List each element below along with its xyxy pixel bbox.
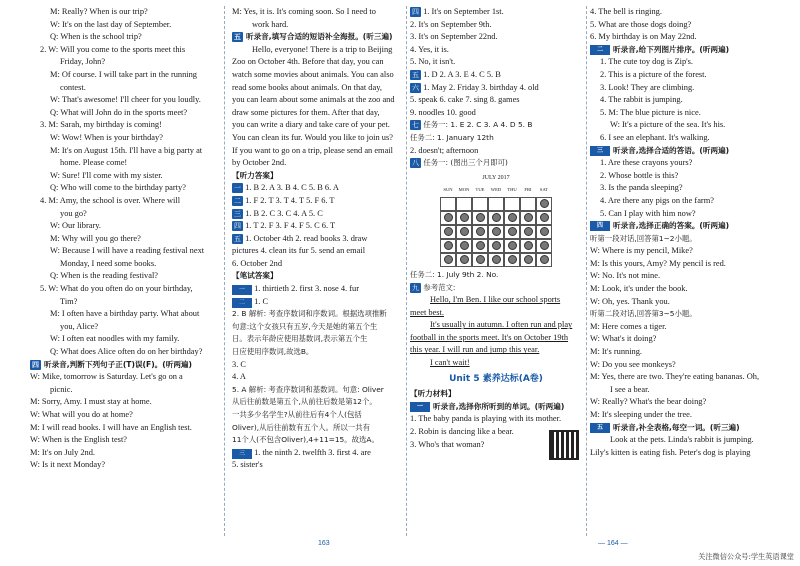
calendar-cell	[440, 239, 456, 253]
calendar-cell	[472, 225, 488, 239]
text-line: Tim?	[60, 296, 78, 306]
text-line: W: Mike, tomorrow is Saturday. Let's go on a	[30, 372, 183, 382]
weather-icon	[460, 241, 469, 250]
text-line: W: No. It's not mine.	[590, 271, 661, 281]
section-heading: 四 听录音,选择正确的答案。(听两遍)	[590, 220, 795, 233]
calendar-cell	[440, 211, 456, 225]
answer-line: 从后往前数是第五个,从前往后数是第12个。	[232, 397, 377, 407]
section-number-icon: 四	[32, 360, 39, 369]
weather-icon	[492, 227, 501, 236]
calendar-cell	[488, 211, 504, 225]
text-line: M: Yes, it is. It's coming soon. So I need to	[232, 7, 376, 16]
text-line: M: It's on July 2nd.	[30, 447, 96, 457]
weather-icon	[460, 213, 469, 222]
text-line: you, Alice?	[60, 321, 99, 331]
weather-icon	[508, 213, 517, 222]
answer-line: 一共多少名学生?从前往后有4个人(包括	[232, 410, 362, 419]
text-line: picnic.	[50, 384, 73, 394]
poster-line: You can clean its fur. Would you like to join us?	[232, 132, 393, 142]
section-heading: 二 听录音,给下列图片排序。(听两遍)	[590, 44, 795, 57]
section-number-icon: 一	[410, 402, 430, 412]
answer-line: 八 任务一: (图出三个月即可)	[412, 158, 508, 168]
page-number-right: — 164 —	[598, 540, 628, 547]
calendar-cell	[456, 197, 472, 211]
text-line: Friday, John?	[60, 57, 106, 67]
essay-line: Hello, I'm Ben. I like our school sports	[430, 295, 561, 305]
answer-line: 二 1. C	[232, 296, 404, 309]
text-line: W: Really? What's the bear doing?	[590, 397, 707, 407]
text-line: 3. M: Sarah, my birthday is coming!	[40, 120, 162, 130]
column-1	[30, 6, 220, 472]
weather-icon	[508, 241, 517, 250]
column-divider	[406, 6, 407, 536]
text-line: 2. W: Will you come to the sports meet this	[40, 44, 186, 54]
section-heading: 五 听录音,填写合适的短语补全海报。(听三遍)	[234, 32, 393, 42]
calendar-day-label: SUN	[443, 187, 453, 193]
text-line: work hard.	[252, 19, 289, 29]
page-number-left: 163	[318, 540, 330, 547]
text-line: W: I often eat noodles with my family.	[50, 334, 180, 344]
text-line: W: When is the English test?	[30, 435, 127, 445]
calendar-cell	[504, 211, 520, 225]
answer-line: 句意:这个女孩只有五岁,今天是她的第五个生	[232, 321, 378, 331]
section-heading: 一 听录音,选择你所听到的单词。(听两遍)	[410, 401, 582, 414]
text-line: Q: What will John do in the sports meet?	[50, 107, 188, 117]
answer-line: 3. C	[232, 359, 246, 369]
text-line: Q: When is the school trip?	[50, 32, 142, 42]
poster-line: read some books about animals. On that day,	[232, 82, 382, 92]
calendar-cell	[504, 197, 520, 211]
answer-line: 六 1. May 2. Friday 3. birthday 4. old	[412, 82, 539, 92]
essay-line: It's usually in autumn. I often run and play	[430, 320, 573, 330]
text-line: W: It's a picture of the sea. It's his.	[610, 120, 726, 130]
text-line: 2. This is a picture of the forest.	[600, 69, 707, 79]
calendar-cell	[520, 197, 536, 211]
calendar-cell	[504, 225, 520, 239]
answer-line: 2. doesn't; afternoon	[410, 145, 479, 155]
text-line: 听第二段对话,回答第3~5小题。	[590, 309, 697, 319]
text-line: 2. It's on September 9th.	[410, 19, 492, 29]
calendar-cell	[520, 211, 536, 225]
text-line: M: Is this yours, Amy? My pencil is red.	[590, 258, 726, 268]
poster-line: watch some movies about animals. You can also	[232, 69, 394, 79]
listen-material-header: 【听力材料】	[410, 389, 456, 399]
calendar-cell	[488, 197, 504, 211]
calendar-day-label: FRI	[524, 187, 532, 193]
calendar-title: JULY 2017	[482, 174, 510, 181]
answer-line: 11个人(不包含Oliver),4+11=15。故选A。	[232, 435, 379, 445]
poster-line: If you want to go on a trip, please send an email	[232, 145, 393, 155]
text-line: 4. M: Amy, the school is over. Where will	[40, 195, 181, 205]
calendar-cell	[504, 253, 520, 267]
ref-title: 九 参考范文:	[412, 282, 456, 292]
poster-line: Zoo on October 4th. Before that day, you can	[232, 57, 384, 67]
answer-line: 日。表示年龄应使用基数词,表示第五个生	[232, 334, 368, 344]
calendar-cell	[536, 197, 552, 211]
text-line: W: What will you do at home?	[30, 410, 133, 419]
weather-icon	[540, 241, 549, 250]
text-line: M: It's running.	[590, 347, 642, 357]
answer-line: 一 1. B 2. A 3. B 4. C 5. B 6. A	[234, 183, 339, 193]
text-line: W: Do you see monkeys?	[590, 359, 676, 369]
answer-line: 5. sister's	[232, 460, 263, 470]
text-line: M: Why will you go there?	[50, 233, 141, 243]
answer-line: 三 1. B 2. C 3. C 4. A 5. C	[234, 208, 323, 218]
weather-icon	[524, 241, 533, 250]
column-divider	[224, 6, 225, 536]
weather-icon	[444, 241, 453, 250]
answer-line: 6. October 2nd	[232, 258, 283, 268]
text-line: M: Really? When is our trip?	[50, 7, 148, 16]
weather-icon	[460, 227, 469, 236]
poster-line: you can learn about some animals at the zoo and	[232, 95, 395, 105]
calendar-cell	[472, 253, 488, 267]
weather-icon	[492, 255, 501, 264]
weather-icon	[540, 255, 549, 264]
column-divider	[586, 6, 587, 536]
text-line: 5. No, it isn't.	[410, 57, 456, 67]
text-line: M: Yes, there are two. They're eating bananas. Oh,	[590, 372, 760, 382]
text-line: W: Sure! I'll come with my sister.	[50, 170, 163, 180]
unit-title: Unit 5 素养达标(A卷)	[449, 373, 543, 384]
calendar-cell	[472, 197, 488, 211]
text-line: W: Is it next Monday?	[30, 460, 106, 470]
answer-line: 5. A 解析: 考查序数词和基数词。句意: Oliver	[232, 384, 384, 394]
answer-line: 三 1. the ninth 2. twelfth 3. first 4. are	[232, 447, 404, 460]
poster-line: draw some pictures for them. After that day,	[232, 107, 380, 117]
section-number-icon: 三	[590, 146, 610, 156]
text-line: M: Of course. I will take part in the running	[50, 69, 197, 79]
weather-icon	[508, 227, 517, 236]
text-line: Monday, I need some books.	[60, 258, 157, 268]
essay-line: football in the sports meet. It's on October 19th	[410, 332, 569, 342]
calendar-day-label: THU	[507, 187, 517, 193]
text-line: home. Please come!	[60, 158, 128, 168]
text-line: 1. Are these crayons yours?	[600, 158, 693, 168]
text-line: W: Oh, yes. Thank you.	[590, 296, 670, 306]
weather-icon	[476, 213, 485, 222]
answer-line: 四 1. T 2. F 3. F 4. F 5. C 6. T	[234, 221, 336, 231]
text-line: 3. It's on September 22nd.	[410, 32, 498, 42]
section-number-icon: 五	[590, 423, 610, 433]
text-line: contest.	[60, 82, 86, 92]
calendar-cell	[488, 253, 504, 267]
calendar-cell	[520, 239, 536, 253]
text-line: W: Because I will have a reading festival next	[50, 246, 205, 256]
answer-line: 任务二: 1. January 12th	[410, 132, 494, 142]
calendar-cell	[440, 197, 456, 211]
text-line: 2. Whose bottle is this?	[600, 170, 679, 180]
essay-line: this year. I will run and jump this year.	[410, 345, 540, 355]
calendar-day-label: MON	[458, 187, 470, 193]
calendar-cell	[504, 239, 520, 253]
text-line: M: It's on August 15th. I'll have a big party at	[50, 145, 203, 155]
weather-icon	[476, 241, 485, 250]
text-line: 四 1. It's on September 1st.	[412, 7, 504, 16]
footer-note: 关注微信公众号:学生英语课堂	[698, 552, 794, 561]
text-line: Look at the pets. Linda's rabbit is jumping.	[610, 435, 754, 445]
text-line: Q: Who will come to the birthday party?	[50, 183, 186, 193]
weather-icon	[492, 241, 501, 250]
calendar-cell	[472, 239, 488, 253]
text-line: 4. The rabbit is jumping.	[600, 95, 683, 105]
text-line: Q: What does Alice often do on her birthday?	[50, 347, 203, 357]
text-line: 3. Is the panda sleeping?	[600, 183, 683, 193]
answer-line: 日应使用序数词,故选B。	[232, 347, 314, 357]
text-line: M: Sorry, Amy. I must stay at home.	[30, 397, 152, 407]
weather-icon	[508, 255, 517, 264]
text-line: 5. M: The blue picture is nice.	[600, 107, 701, 117]
calendar-cell	[536, 239, 552, 253]
poster-line: by October 2nd.	[232, 158, 287, 168]
text-line: Lily's kitten is eating fish. Peter's dog is playing	[590, 447, 751, 457]
section-heading: 三 听录音,选择合适的答语。(听两遍)	[590, 145, 795, 158]
weather-icon	[476, 227, 485, 236]
listen-answers-header: 【听力答案】	[232, 170, 278, 180]
answer-line: 二 1. F 2. T 3. T 4. T 5. F 6. T	[234, 195, 335, 205]
essay-line: I can't wait!	[430, 358, 470, 368]
text-line: 5. What are those dogs doing?	[590, 19, 692, 29]
calendar-cell	[456, 253, 472, 267]
calendar-cell	[488, 239, 504, 253]
answer-line: 七 任务一: 1. E 2. C 3. A 4. D 5. B	[412, 120, 533, 130]
weather-icon	[524, 227, 533, 236]
text-line: M: Here comes a tiger.	[590, 321, 667, 331]
text-line: I see a bear.	[610, 384, 650, 394]
text-line: W: What's it doing?	[590, 334, 657, 344]
section-number-icon: 二	[590, 45, 610, 55]
section-heading: 五 听录音,补全表格,每空一词。(听三遍)	[590, 422, 795, 435]
section-heading: 四 听录音,判断下列句子正(T)误(F)。(听两遍)	[32, 359, 192, 369]
calendar-day-label: WED	[490, 187, 502, 193]
weather-icon	[540, 199, 549, 208]
weather-icon	[524, 213, 533, 222]
column-4	[590, 6, 795, 459]
text-line: 听第一段对话,回答第1~2小题。	[590, 233, 697, 243]
text-line: M: I often have a birthday party. What about	[50, 309, 200, 319]
answer-line: 任务二: 1. July 9th 2. No.	[410, 269, 499, 279]
weather-icon	[460, 255, 469, 264]
calendar-cell	[456, 239, 472, 253]
text-line: 3. Who's that woman?	[410, 439, 485, 449]
calendar-cell	[520, 253, 536, 267]
calendar-cell	[472, 211, 488, 225]
text-line: you go?	[60, 208, 87, 218]
calendar-grid	[440, 184, 552, 197]
poster-line: you can write a diary and take care of your pet.	[232, 120, 390, 130]
calendar-cells	[440, 197, 552, 267]
calendar-cell	[536, 253, 552, 267]
calendar-cell	[456, 211, 472, 225]
text-line: M: I will read books. I will have an English test.	[30, 422, 192, 432]
calendar-day-label: SAT	[539, 187, 549, 193]
text-line: W: Our library.	[50, 221, 102, 231]
text-line: 2. Robin is dancing like a bear.	[410, 427, 514, 437]
answer-line: 2. B 解析: 考查序数词和序数词。根据选项推断	[232, 309, 387, 319]
answer-line: 5. speak 6. cake 7. sing 8. games	[410, 95, 520, 105]
calendar-day-label: TUE	[475, 187, 485, 193]
text-line: 4. Yes, it is.	[410, 44, 449, 54]
text-line: 5. Can I play with him now?	[600, 208, 696, 218]
poster-line: Hello, everyone! There is a trip to Beijing	[252, 44, 393, 54]
weather-icon	[540, 213, 549, 222]
text-line: 6. My birthday is on May 22nd.	[590, 32, 697, 42]
calendar-cell	[536, 211, 552, 225]
text-line: 4. Are there any pigs on the farm?	[600, 195, 714, 205]
answer-line: Oliver),从后往前数有五个人。所以一共有	[232, 422, 370, 432]
weather-icon	[444, 255, 453, 264]
column-2	[232, 6, 404, 472]
text-line: 1. The cute toy dog is Zip's.	[600, 57, 694, 67]
calendar-cell	[440, 225, 456, 239]
written-answers-header: 【笔试答案】	[232, 271, 278, 281]
text-line: 6. I see an elephant. It's walking.	[600, 132, 710, 142]
text-line: 5. W: What do you often do on your birthday,	[40, 284, 193, 294]
section-number-icon: 五	[234, 33, 241, 42]
text-line: W: Wow! When is your birthday?	[50, 132, 163, 142]
weather-icon	[444, 213, 453, 222]
weather-icon	[524, 255, 533, 264]
calendar-cell	[536, 225, 552, 239]
calendar-cell	[440, 253, 456, 267]
calendar-cell	[456, 225, 472, 239]
text-line: W: That's awesome! I'll cheer for you loudly.	[50, 95, 201, 105]
qr-code-icon	[549, 430, 579, 460]
answer-line: 一 1. thirtieth 2. first 3. nose 4. fur	[232, 283, 404, 296]
answer-line: 9. noodles 10. good	[410, 107, 476, 117]
calendar-cell	[488, 225, 504, 239]
weather-icon	[492, 213, 501, 222]
text-line: 4. The bell is ringing.	[590, 7, 662, 16]
answer-line: pictures 4. clean its fur 5. send an email	[232, 246, 366, 256]
section-number-icon: 四	[590, 221, 610, 231]
text-line: W: Where is my pencil, Mike?	[590, 246, 693, 256]
weather-icon	[540, 227, 549, 236]
text-line: M: It's sleeping under the tree.	[590, 410, 692, 419]
text-line: W: It's on the last day of September.	[50, 19, 172, 29]
answer-line: 4. A	[232, 372, 246, 382]
column-3	[410, 6, 582, 451]
answer-line: 五 1. D 2. A 3. E 4. C 5. B	[412, 69, 501, 79]
weather-calendar	[440, 172, 552, 267]
text-line: 1. The baby panda is playing with its mother.	[410, 414, 562, 424]
weather-icon	[476, 255, 485, 264]
text-line: M: Look, it's under the book.	[590, 284, 688, 294]
weather-icon	[444, 227, 453, 236]
essay-line: meet best.	[410, 307, 444, 317]
text-line: Q: When is the reading festival?	[50, 271, 158, 281]
text-line: 3. Look! They are climbing.	[600, 82, 695, 92]
answer-line: 五 1. October 4th 2. read books 3. draw	[234, 233, 368, 243]
calendar-cell	[520, 225, 536, 239]
